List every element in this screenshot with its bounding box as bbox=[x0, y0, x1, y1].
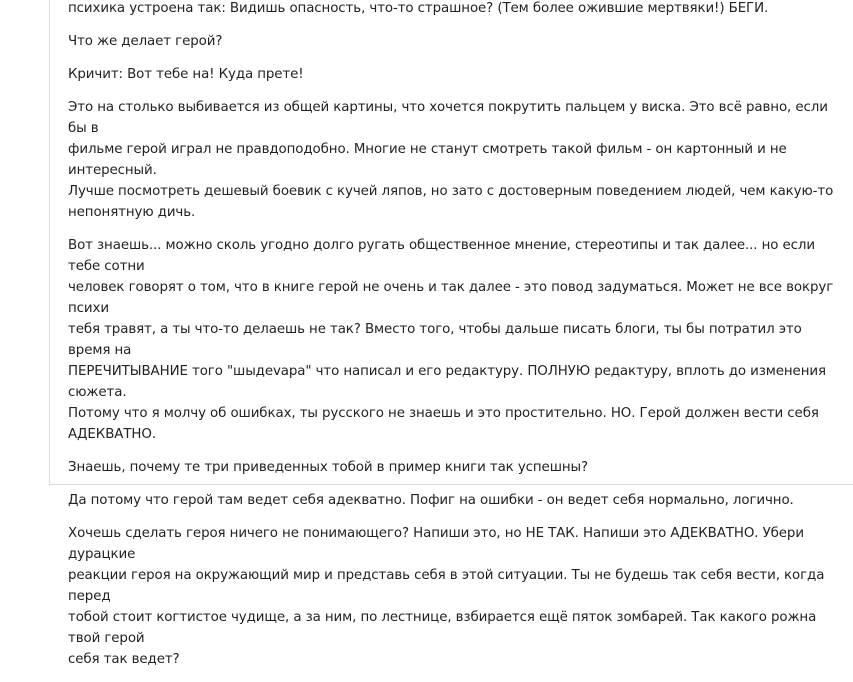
paragraph-8: Хочешь сделать героя ничего не понимающего? Напиши это, но НЕ ТАК. Напиши это АДЕКВАТНО. Убери дурацкие реакции героя на окружающий мир и представь себя в этой ситуации. Ты не будешь так себя вести, когда перед тобой стоит когтистое чудище, а за ним, по лестнице, взбирается ещё пяток зомбарей. Так какого рожна твой герой себя так ведет? bbox=[68, 526, 825, 667]
comment-body bbox=[68, 0, 848, 682]
paragraph-1: психика устроена так: Видишь опасность, что-то страшное? (Тем более ожившие мертвяки!) БЕГИ. bbox=[68, 1, 769, 16]
paragraph-2: Что же делает герой? bbox=[68, 34, 223, 49]
left-divider bbox=[49, 0, 50, 486]
paragraph-3: Кричит: Вот тебе на! Куда прете! bbox=[68, 67, 304, 82]
paragraph-5: Вот знаешь... можно сколь угодно долго ругать общественное мнение, стереотипы и так далее... но если тебе сотни человек говорят о том, что в книге герой не очень и так далее - это повод задуматься. Может не все вокруг психи тебя травят, а ты что-то делаешь не так? Вместо того, чтобы дальше писать блоги, ты бы потратил это время на ПЕРЕЧИТЫВАНИЕ того "шыдеvара" что написал и его редактуру. ПОЛНУЮ редактуру, вплоть до изменения сюжета. Потому что я молчу об ошибках, ты русского не знаешь и это простительно. НО. Герой должен вести себя АДЕКВАТНО. bbox=[68, 238, 834, 442]
paragraph-7: Да потому что герой там ведет себя адекватно. Пофиг на ошибки - он ведет себя нормально, логично. bbox=[68, 493, 794, 508]
bottom-divider bbox=[49, 484, 853, 485]
paragraph-6: Знаешь, почему те три приведенных тобой в пример книги так успешны? bbox=[68, 460, 588, 475]
paragraph-4: Это на столько выбивается из общей картины, что хочется покрутить пальцем у виска. Это всё равно, если бы в фильме герой играл не правдоподобно. Многие не станут смотреть такой фильм - он картонный и не интересный. Лучше посмотреть дешевый боевик с кучей ляпов, но зато с достоверным поведением людей, чем какую-то непонятную дичь. bbox=[68, 100, 834, 220]
